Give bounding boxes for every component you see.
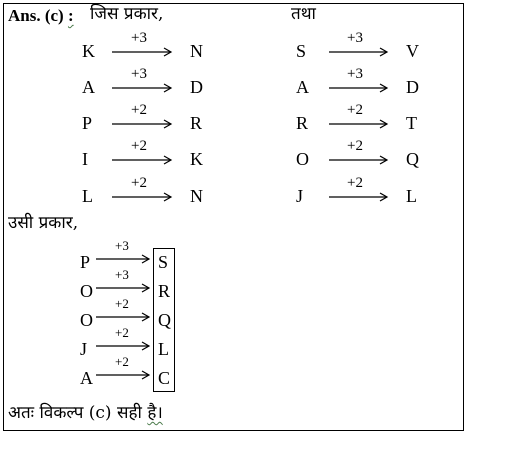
arrow-icon — [112, 46, 173, 58]
left-step-label: +2 — [131, 138, 147, 154]
conclusion-word: है। — [147, 403, 163, 423]
arrow-icon — [112, 82, 173, 94]
right-to-letter: D — [406, 77, 419, 97]
right-from-letter: A — [296, 77, 309, 97]
right-to-letter: T — [406, 113, 417, 133]
arrow-icon — [96, 340, 151, 352]
arrow-icon — [112, 154, 173, 166]
similarly-text: उसी प्रकार, — [8, 213, 79, 233]
conclusion-main: अतः विकल्प (c) सही — [8, 403, 142, 423]
answer-step-label: +2 — [115, 296, 129, 311]
answer-from-letter: O — [80, 310, 93, 330]
left-from-letter: I — [82, 149, 88, 169]
arrow-icon — [329, 118, 389, 130]
right-step-label: +3 — [347, 30, 363, 46]
conclusion-text — [8, 405, 163, 422]
arrow-icon — [96, 311, 151, 323]
answer-step-label: +3 — [115, 238, 129, 253]
arrow-icon — [329, 191, 389, 203]
answer-label — [8, 7, 74, 24]
arrow-icon — [329, 46, 389, 58]
tatha-text: तथा — [291, 4, 316, 24]
left-step-label: +2 — [131, 102, 147, 118]
intro-text: जिस प्रकार, — [90, 4, 164, 24]
left-to-letter: N — [190, 186, 203, 206]
right-step-label: +2 — [347, 175, 363, 191]
answer-to-letter: C — [158, 368, 171, 388]
right-step-label: +2 — [347, 138, 363, 154]
left-to-letter: K — [190, 149, 203, 169]
ans-colon: : — [67, 6, 74, 25]
answer-to-letter: Q — [158, 310, 171, 330]
answer-from-letter: A — [80, 368, 93, 388]
right-from-letter: R — [296, 113, 309, 133]
right-from-letter: S — [296, 41, 307, 61]
left-to-letter: N — [190, 41, 203, 61]
right-to-letter: L — [406, 186, 417, 206]
arrow-icon — [96, 369, 151, 381]
arrow-icon — [96, 253, 151, 265]
left-from-letter: L — [82, 186, 93, 206]
answer-step-label: +2 — [115, 325, 129, 340]
answer-to-letter: R — [158, 281, 171, 301]
arrow-icon — [112, 191, 173, 203]
right-to-letter: Q — [406, 149, 419, 169]
right-from-letter: O — [296, 149, 309, 169]
arrow-icon — [329, 154, 389, 166]
left-step-label: +3 — [131, 66, 147, 82]
answer-to-letter: L — [158, 339, 169, 359]
ans-text: Ans. (c) — [8, 6, 64, 25]
answer-to-letter: S — [158, 252, 169, 272]
left-from-letter: P — [82, 113, 93, 133]
right-to-letter: V — [406, 41, 419, 61]
right-step-label: +2 — [347, 102, 363, 118]
arrow-icon — [96, 282, 151, 294]
left-step-label: +3 — [131, 30, 147, 46]
right-step-label: +3 — [347, 66, 363, 82]
left-to-letter: D — [190, 77, 203, 97]
left-from-letter: K — [82, 41, 95, 61]
left-step-label: +2 — [131, 175, 147, 191]
left-from-letter: A — [82, 77, 95, 97]
answer-step-label: +3 — [115, 267, 129, 282]
arrow-icon — [329, 82, 389, 94]
left-to-letter: R — [190, 113, 203, 133]
answer-from-letter: O — [80, 281, 93, 301]
answer-step-label: +2 — [115, 354, 129, 369]
arrow-icon — [112, 118, 173, 130]
right-from-letter: J — [296, 186, 304, 206]
answer-from-letter: J — [80, 339, 88, 359]
answer-from-letter: P — [80, 252, 91, 272]
